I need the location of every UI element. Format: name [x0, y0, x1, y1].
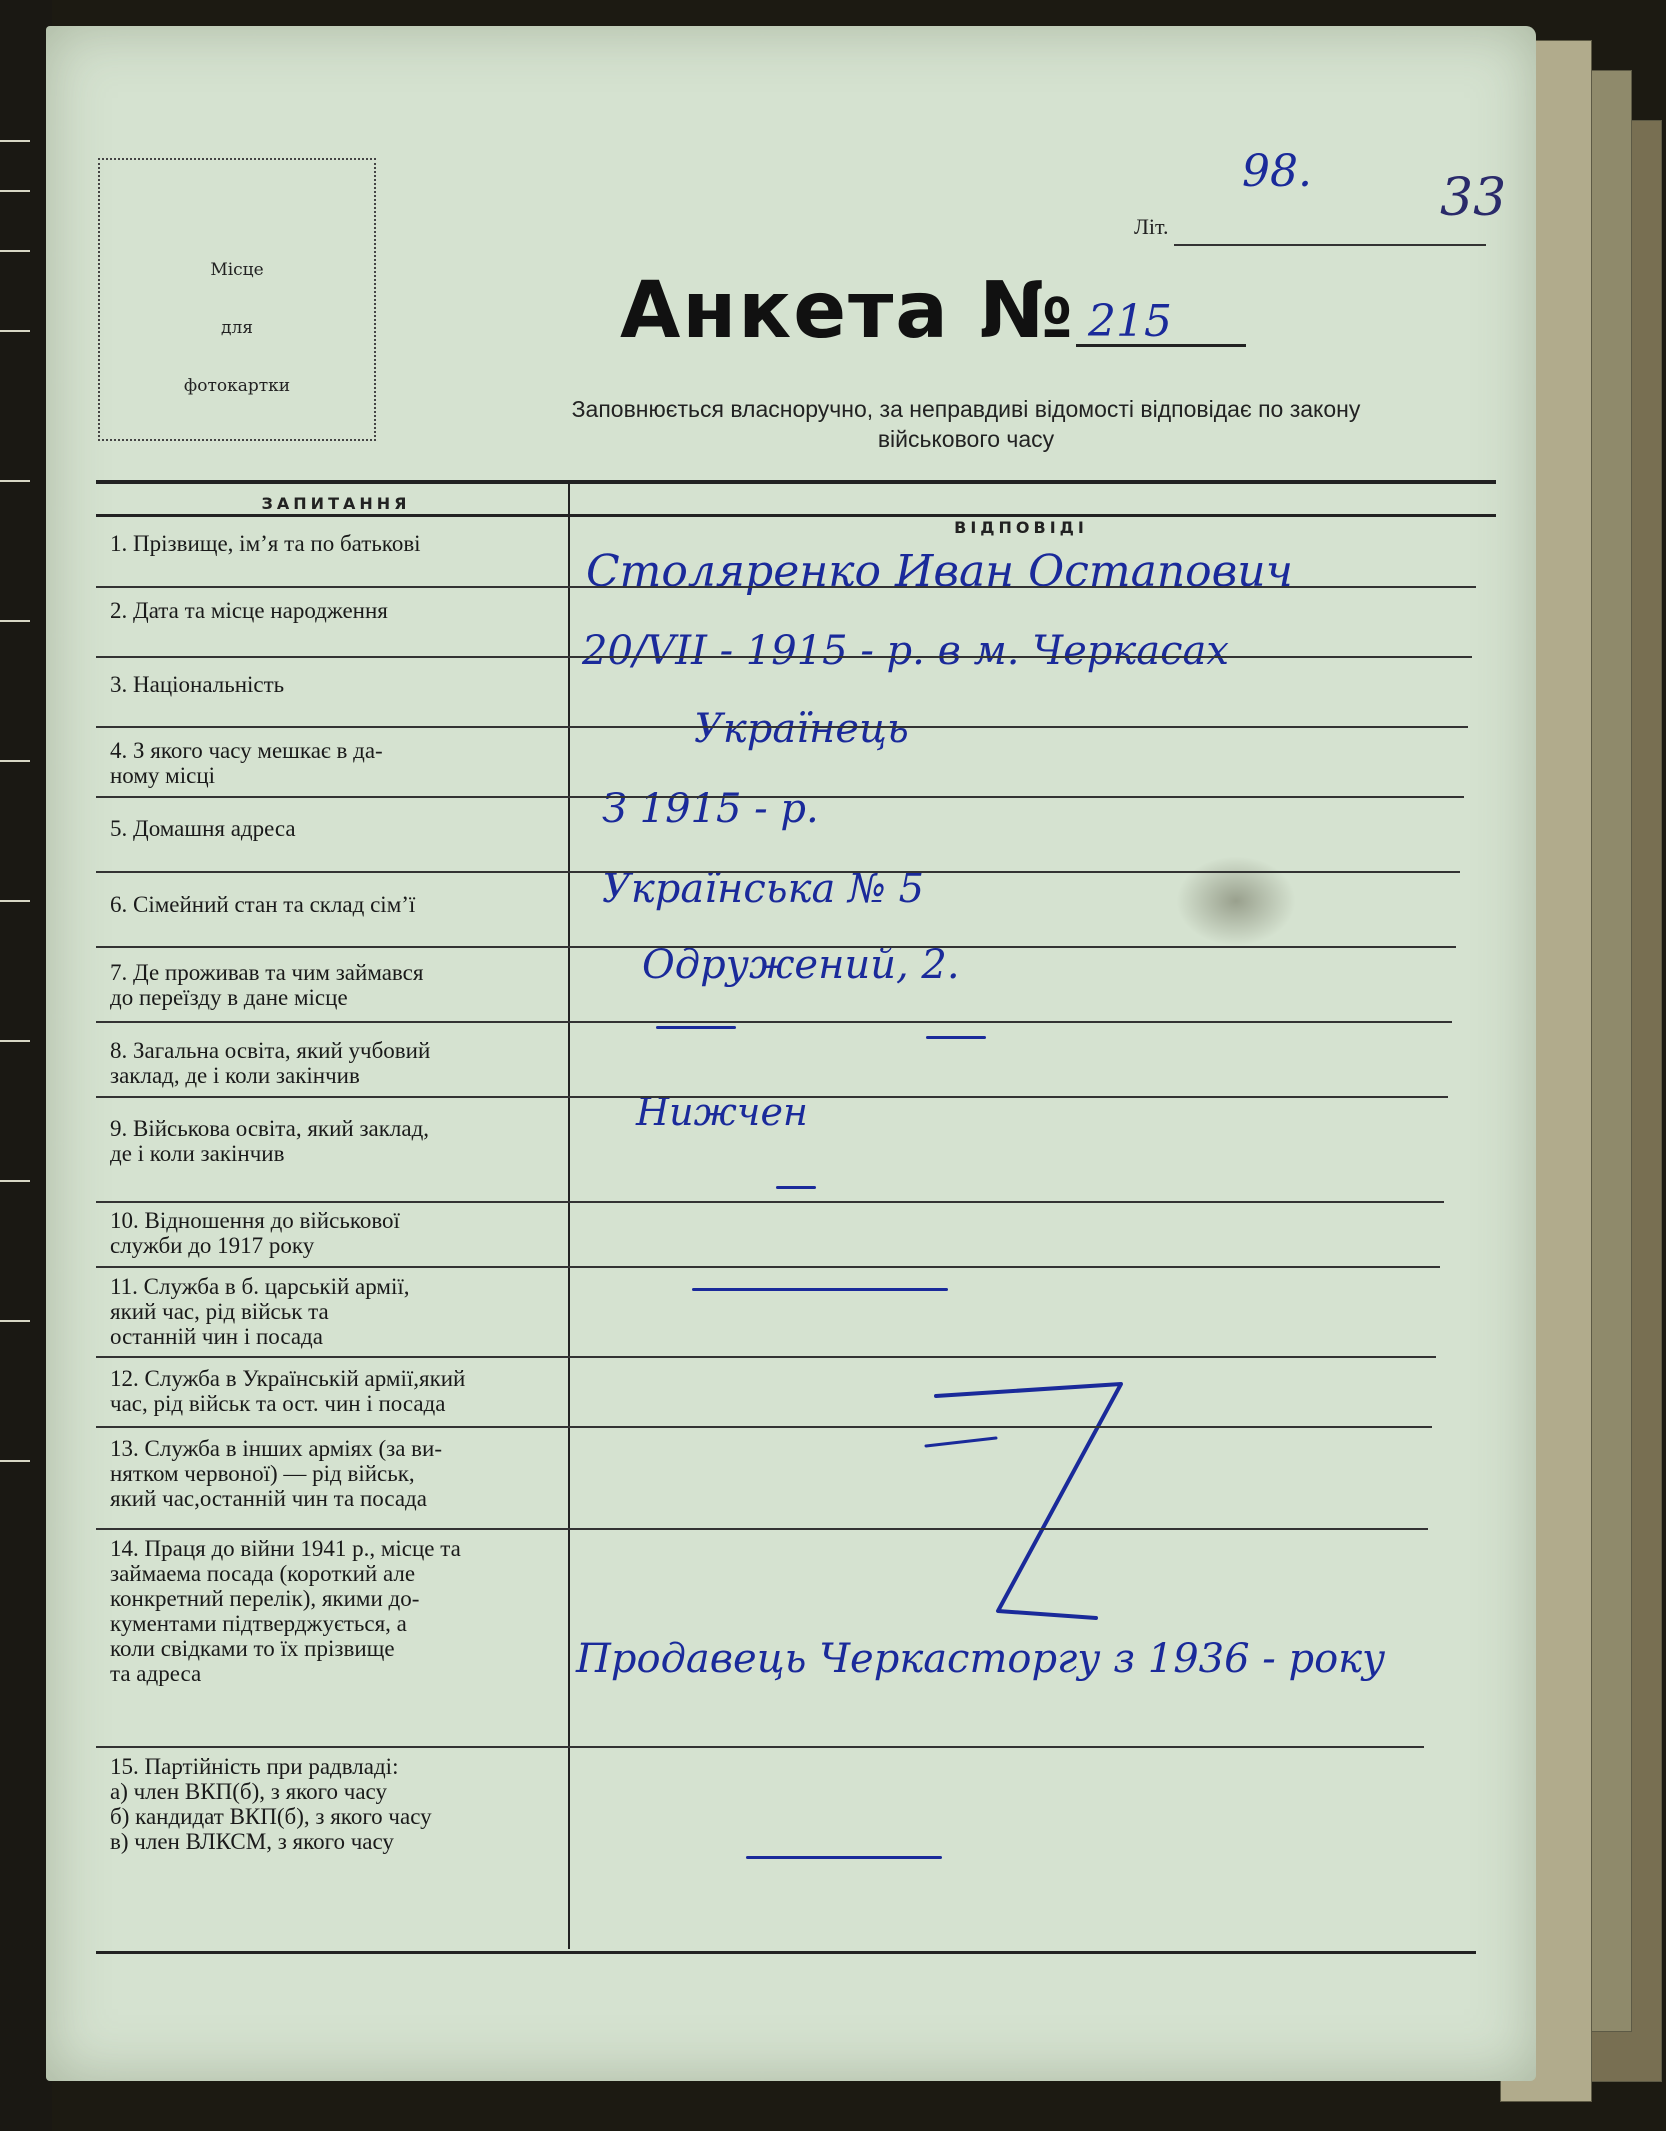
row-separator-7 [96, 1021, 1452, 1023]
question-15-line-3: б) кандидат ВКП(б), з якого часу [110, 1804, 432, 1829]
instructions-line-2: військового часу [877, 426, 1055, 452]
question-4-line-1: 4. З якого часу мешкає в да- [110, 738, 383, 763]
question-1-line-1: 1. Прізвище, ім’я та по батькові [110, 531, 421, 556]
question-7-line-2: до переїзду в дане місце [110, 985, 348, 1010]
answer-family-status: Одружений, 2. [642, 942, 960, 988]
row-separator-12 [96, 1426, 1432, 1428]
question-14-line-4: кументами підтверджується, а [110, 1611, 407, 1636]
question-14 [110, 1536, 461, 1686]
question-15 [110, 1754, 432, 1854]
question-8 [110, 1038, 430, 1088]
question-12-line-2: час, рід військ та ост. чин і посада [110, 1391, 446, 1416]
question-4 [110, 738, 383, 788]
question-15-line-4: в) член ВЛКСМ, з якого часу [110, 1829, 394, 1854]
question-14-line-1: 14. Праця до війни 1941 р., місце та [110, 1536, 461, 1561]
row-separator-9 [96, 1201, 1444, 1203]
question-10 [110, 1208, 400, 1258]
answer-7-dash-2 [926, 1036, 986, 1039]
answer-9-dash [776, 1186, 816, 1189]
question-3-line-1: 3. Національність [110, 672, 285, 697]
answers-strikethrough-z [906, 1356, 1146, 1646]
question-13-line-2: нятком червоної) — рід військ, [110, 1461, 415, 1486]
answer-home-address: Українська № 5 [602, 866, 925, 912]
answer-residence-since: З 1915 - р. [602, 786, 819, 832]
question-13 [110, 1436, 442, 1511]
answer-birth-date-place: 20/VII - 1915 - р. в м. Черкасах [582, 628, 1229, 674]
question-9 [110, 1116, 429, 1166]
answer-10-dash [692, 1288, 948, 1291]
ink-stain [1176, 856, 1296, 946]
row-separator-8 [96, 1096, 1448, 1098]
sheet-page-number: 33 [1440, 168, 1507, 228]
question-10-line-1: 10. Відношення до військової [110, 1208, 400, 1233]
form-title: Анкета № [620, 266, 1075, 356]
questions-header: ЗАПИТАННЯ [261, 494, 411, 513]
question-14-line-5: коли свідками то їх прізвище [110, 1636, 395, 1661]
question-13-line-1: 13. Служба в інших арміях (за ви- [110, 1436, 443, 1461]
question-12-line-1: 12. Служба в Українській армії,який [110, 1366, 466, 1391]
question-9-line-1: 9. Військова освіта, який заклад, [110, 1116, 430, 1141]
question-6-line-1: 6. Сімейний стан та склад сім’ї [110, 892, 416, 917]
answer-15-dash [746, 1856, 942, 1859]
photo-placeholder-box [98, 158, 376, 441]
question-14-line-6: та адреса [110, 1661, 202, 1686]
table-top-rule [96, 480, 1496, 484]
column-divider [568, 484, 570, 1949]
question-6 [110, 892, 415, 917]
question-14-line-2: займаема посада (короткий але [110, 1561, 416, 1586]
row-separator-1 [96, 586, 1476, 588]
sheet-number-handwritten: 98. [1242, 146, 1312, 197]
sheet-number-line [1174, 244, 1486, 246]
question-7 [110, 960, 423, 1010]
instructions-line-1: Заповнюється власноручно, за неправдиві відомості відповідає по закону [571, 396, 1361, 422]
question-1 [110, 531, 421, 556]
answer-nationality: Українець [694, 706, 909, 752]
question-14-line-3: конкретний перелік), якими до- [110, 1586, 420, 1611]
row-separator-14 [96, 1746, 1424, 1748]
row-separator-3 [96, 726, 1468, 728]
row-separator-6 [96, 946, 1456, 948]
question-2 [110, 598, 388, 623]
form-number: 215 [1088, 296, 1172, 347]
question-15-line-1: 15. Партійність при радвладі: [110, 1754, 399, 1779]
question-3 [110, 672, 284, 697]
answer-prewar-work: Продавець Черкасторгу з 1936 - року [576, 1636, 1386, 1682]
row-separator-13 [96, 1528, 1428, 1530]
row-separator-4 [96, 796, 1464, 798]
question-11-line-2: який час, рід військ та [110, 1299, 329, 1324]
question-15-line-2: а) член ВКП(б), з якого часу [110, 1779, 387, 1804]
binder-spine [0, 0, 52, 2131]
row-separator-2 [96, 656, 1472, 658]
question-10-line-2: служби до 1917 року [110, 1233, 315, 1258]
answer-full-name: Столяренко Иван Остапович [586, 546, 1293, 597]
question-5 [110, 816, 296, 841]
table-bottom-rule [96, 1951, 1476, 1954]
answer-7-dash-1 [656, 1026, 736, 1029]
questionnaire-page [46, 26, 1536, 2081]
form-number-underline [1076, 344, 1246, 347]
photo-box-line-3: фотокартки [183, 376, 291, 396]
question-8-line-1: 8. Загальна освіта, який учбовий [110, 1038, 431, 1063]
table-header-rule [96, 514, 1496, 517]
form-instructions [406, 394, 1526, 454]
row-separator-10 [96, 1266, 1440, 1268]
photo-box-line-2: для [221, 318, 253, 338]
question-11-line-3: останній чин і посада [110, 1324, 323, 1349]
row-separator-11 [96, 1356, 1436, 1358]
photo-box-line-1: Місце [210, 260, 264, 280]
row-separator-5 [96, 871, 1460, 873]
question-12 [110, 1366, 465, 1416]
answer-general-education: Нижчен [636, 1090, 808, 1134]
question-13-line-3: який час,останній чин та посада [110, 1486, 427, 1511]
question-9-line-2: де і коли закінчив [110, 1141, 285, 1166]
answers-header: ВІДПОВІДІ [954, 518, 1088, 537]
question-11 [110, 1274, 410, 1349]
question-5-line-1: 5. Домашня адреса [110, 816, 296, 841]
sheet-label: Літ. [1134, 214, 1169, 239]
question-2-line-1: 2. Дата та місце народження [110, 598, 388, 623]
question-4-line-2: ному місці [110, 763, 216, 788]
question-8-line-2: заклад, де і коли закінчив [110, 1063, 360, 1088]
question-11-line-1: 11. Служба в б. царській армії, [110, 1274, 410, 1299]
question-7-line-1: 7. Де проживав та чим займався [110, 960, 424, 985]
